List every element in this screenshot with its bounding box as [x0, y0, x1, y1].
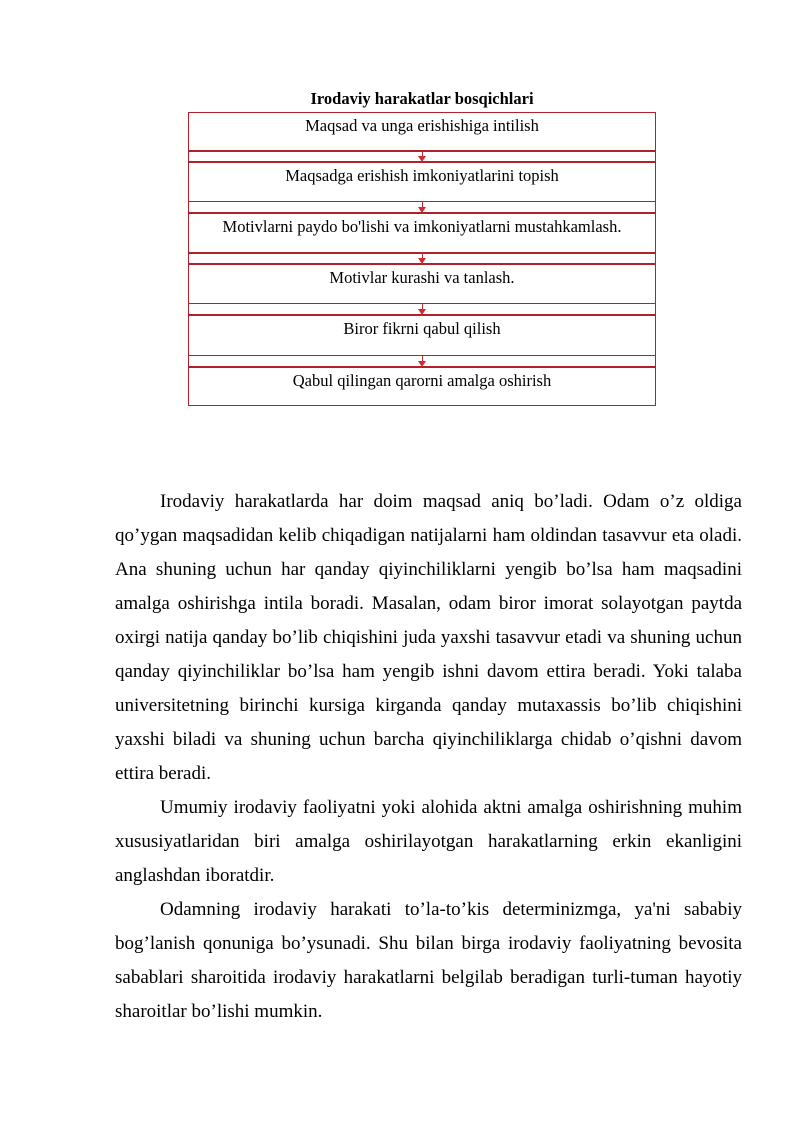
body-text — [115, 485, 742, 1029]
paragraph: Irodaviy harakatlarda har doim maqsad aniq bo’ladi. Odam o’z oldiga qo’ygan maqsadidan kelib chiqadigan natijalarni ham oldindan tasavvur eta oladi. Ana shuning uchun har qanday qiyinchiliklarni yengib bo’lsa ham maqsadini amalga oshirishga intila boradi. Masalan, odam biror imorat solayotgan paytda oxirgi natija qanday bo’lib chiqishini juda yaxshi tasavvur etadi va shuning uchun qanday qiyinchiliklar bo’lsa ham yengib ishni davom ettira beradi. Yoki talaba universitetning birinchi kursiga kirganda qanday mutaxassis bo’lib chiqishini yaxshi biladi va shuning uchun barcha qiyinchiliklarga chidab o’qishni davom ettira beradi. — [115, 491, 742, 784]
flow-connector — [188, 303, 656, 315]
paragraph: Odamning irodaviy harakati to’la-to’kis determinizmga, ya'ni sababiy bog’lanish qonuniga bo’ysunadi. Shu bilan birga irodaviy faoliyatning bevosita sabablari sharoitida irodaviy harakatlarni belgilab beradigan turli-tuman hayotiy sharoitlar bo’lishi mumkin. — [115, 899, 742, 1022]
flow-connector — [188, 252, 656, 264]
diagram-title: Irodaviy harakatlar bosqichlari — [310, 89, 534, 108]
flow-connector — [188, 150, 656, 162]
flow-connector — [188, 355, 656, 367]
flow-step-2 — [188, 162, 656, 202]
flow-step-label: Maqsadga erishish imkoniyatlarini topish — [285, 166, 559, 185]
flow-connector — [188, 201, 656, 213]
flow-step-label: Qabul qilingan qarorni amalga oshirish — [292, 371, 552, 390]
stages-flowchart — [188, 112, 656, 406]
flow-step-label: Biror fikrni qabul qilish — [343, 319, 501, 338]
flow-step-1 — [188, 112, 656, 152]
flow-step-label: Maqsad va unga erishishiga intilish — [305, 116, 539, 135]
flow-step-5 — [188, 315, 656, 356]
flow-step-6 — [188, 367, 656, 406]
paragraph: Umumiy irodaviy faoliyatni yoki alohida aktni amalga oshirishning muhim xususiyatlaridan biri amalga oshirilayotgan harakatlarning erkin ekanligini anglashdan iboratdir. — [115, 797, 742, 886]
flow-step-label: Motivlarni paydo bo'lishi va imkoniyatlarni mustahkamlash. — [222, 217, 622, 236]
flow-step-3 — [188, 213, 656, 254]
flow-step-4 — [188, 264, 656, 304]
flow-step-label: Motivlar kurashi va tanlash. — [329, 268, 515, 287]
